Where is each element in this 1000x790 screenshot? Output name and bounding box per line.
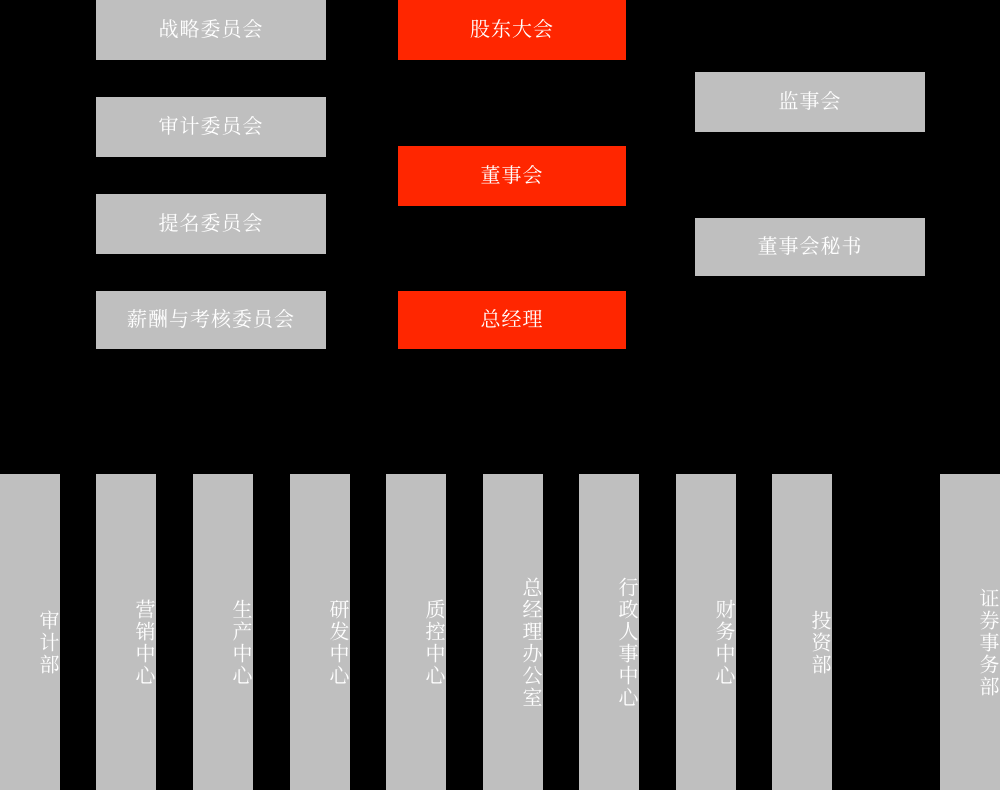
- node-label: 战略委员会: [158, 18, 264, 41]
- dept-label: 生产中心: [229, 599, 251, 687]
- node-label: 股东大会: [470, 18, 554, 41]
- dept-label: 总经理办公室: [519, 577, 541, 709]
- node-label: 监事会: [778, 90, 842, 113]
- node-remuneration-committee[interactable]: [96, 291, 326, 349]
- dept-label: 研发中心: [326, 599, 348, 687]
- dept-admin-hr-center[interactable]: [579, 474, 639, 790]
- dept-finance-center[interactable]: [676, 474, 736, 790]
- node-label: 薪酬与考核委员会: [127, 308, 295, 331]
- dept-general-manager-office[interactable]: [483, 474, 543, 790]
- node-label: 审计委员会: [158, 115, 264, 138]
- dept-label: 审计部: [36, 610, 58, 676]
- dept-audit[interactable]: [0, 474, 60, 790]
- dept-marketing-center[interactable]: [96, 474, 156, 790]
- dept-investment[interactable]: [772, 474, 832, 790]
- dept-label: 财务中心: [712, 599, 734, 687]
- node-strategy-committee[interactable]: [96, 0, 326, 60]
- dept-label: 行政人事中心: [615, 577, 637, 709]
- node-board-secretary[interactable]: [695, 218, 925, 276]
- node-label: 总经理: [480, 308, 544, 331]
- dept-label: 质控中心: [422, 599, 444, 687]
- node-shareholders-meeting[interactable]: [398, 0, 626, 60]
- node-label: 董事会: [480, 164, 544, 187]
- dept-quality-control-center[interactable]: [386, 474, 446, 790]
- node-board-of-supervisors[interactable]: [695, 72, 925, 132]
- dept-label: 投资部: [808, 610, 830, 676]
- node-label: 董事会秘书: [757, 235, 863, 258]
- dept-rnd-center[interactable]: [290, 474, 350, 790]
- node-nomination-committee[interactable]: [96, 194, 326, 254]
- node-label: 提名委员会: [158, 212, 264, 235]
- node-general-manager[interactable]: [398, 291, 626, 349]
- node-audit-committee[interactable]: [96, 97, 326, 157]
- dept-label: 营销中心: [132, 599, 154, 687]
- dept-production-center[interactable]: [193, 474, 253, 790]
- dept-securities-affairs[interactable]: [940, 474, 1000, 790]
- dept-label: 证券事务部: [976, 588, 998, 698]
- node-board-of-directors[interactable]: [398, 146, 626, 206]
